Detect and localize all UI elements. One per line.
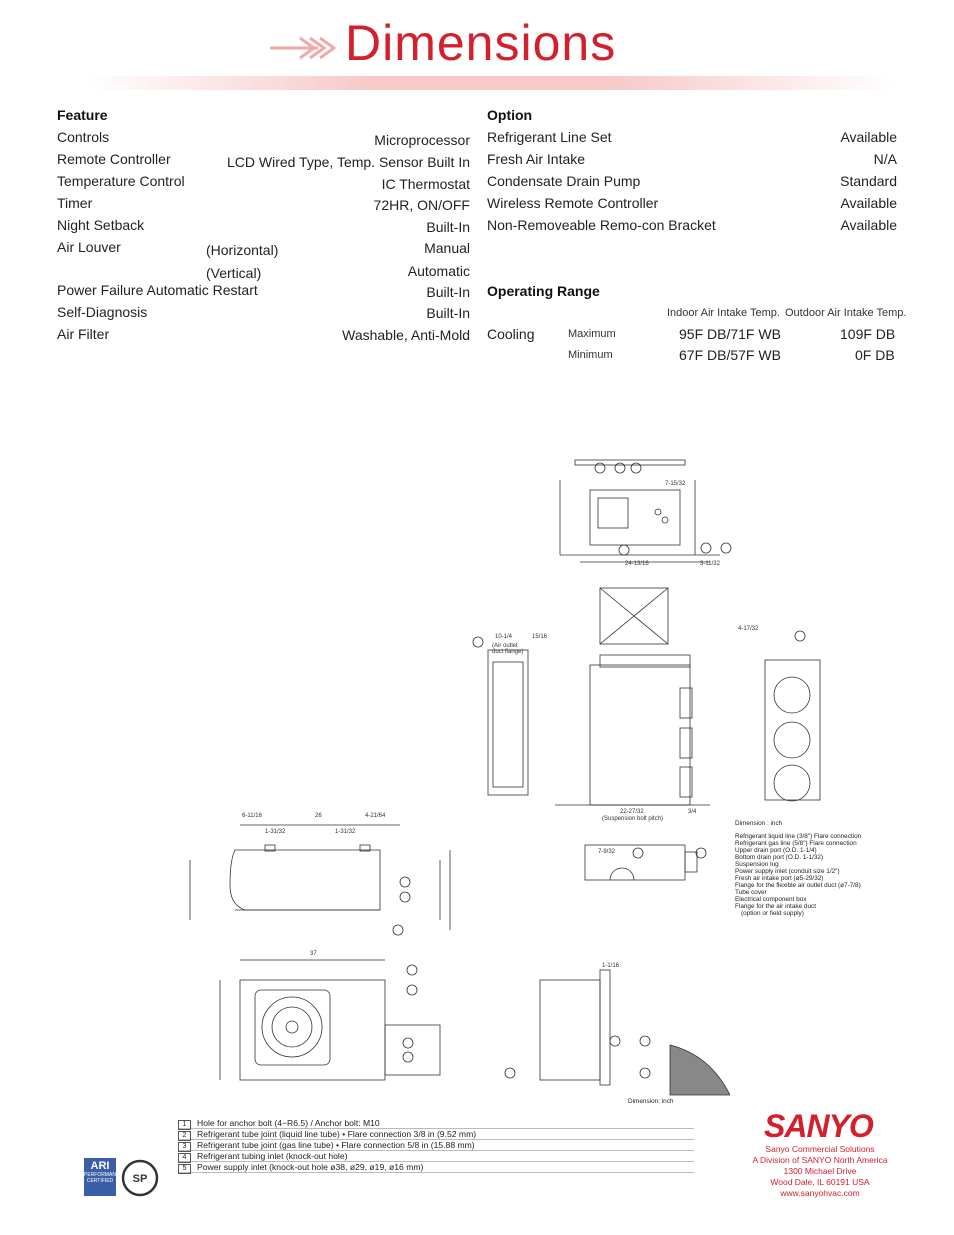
sanyo-logo: SANYO (764, 1108, 873, 1144)
svg-text:26: 26 (315, 813, 322, 819)
option-label: Non-Removeable Remo-con Bracket (487, 217, 716, 233)
feature-value: Automatic (407, 263, 470, 279)
option-value: Available (840, 195, 897, 211)
feature-label: Air Louver (57, 239, 121, 255)
ari-logo: ARI PERFORMANCE CERTIFIED (84, 1158, 116, 1196)
outdoor-dimension-note: Dimension: inch (628, 1098, 674, 1105)
svg-text:Electrical component box: Electrical component box (735, 896, 807, 903)
svg-text:Flange for the flexible air ou: Flange for the flexible air outlet duct (ø7-7/8) (735, 882, 861, 889)
company-address: Sanyo Commercial Solutions A Division of SANYO North America 1300 Michael Drive Wood Dale, IL 60191 USA www.sanyohvac.com (752, 1144, 888, 1198)
feature-sublabel: (Vertical) (206, 265, 262, 281)
svg-text:Refrigerant liquid line (3/8"): Refrigerant liquid line (3/8") Flare connection (735, 833, 862, 840)
outdoor-col-header: Outdoor Air Intake Temp. (785, 307, 907, 319)
feature-label: Self-Diagnosis (57, 304, 148, 320)
svg-text:Power supply inlet (conduit si: Power supply inlet (conduit size 1/2") (735, 868, 840, 875)
option-label: Condensate Drain Pump (487, 173, 641, 189)
feature-value: IC Thermostat (381, 176, 470, 192)
csa-logo (121, 1158, 161, 1198)
range-max-indoor: 95F DB/71F WB (679, 326, 781, 342)
option-label: Fresh Air Intake (487, 151, 586, 167)
svg-text:1-31/32: 1-31/32 (265, 829, 286, 835)
feature-value: Washable, Anti-Mold (342, 327, 470, 343)
svg-text:7-15/32: 7-15/32 (665, 481, 686, 487)
feature-value: Built-In (426, 219, 470, 235)
svg-text:Flange for the air intake duct: Flange for the air intake duct (735, 903, 816, 910)
feature-value: LCD Wired Type, Temp. Sensor Built In (226, 154, 470, 170)
option-value: N/A (873, 151, 897, 167)
option-value: Available (840, 217, 897, 233)
legend-item: 1 Hole for anchor bolt (4−R6.5) / Anchor bolt: M10 (178, 1118, 694, 1129)
cooling-label: Cooling (487, 326, 535, 342)
svg-text:1-31/32: 1-31/32 (335, 829, 356, 835)
feature-label: Night Setback (57, 217, 145, 233)
svg-text:Fresh air intake port (ø5-29/3: Fresh air intake port (ø5-29/32) (735, 875, 824, 882)
range-min-outdoor: 0F DB (855, 347, 895, 363)
title-rule (85, 76, 895, 90)
feature-label: Temperature Control (57, 173, 185, 189)
feature-label: Remote Controller (57, 151, 171, 167)
feature-label: Controls (57, 129, 110, 145)
range-min-label: Minimum (568, 349, 613, 361)
svg-text:Dimension : inch: Dimension : inch (735, 820, 783, 827)
legend-item: 2 Refrigerant tube joint (liquid line tube) • Flare connection 3/8 in (9.52 mm) (178, 1129, 694, 1140)
svg-text:(Air outlet: (Air outlet (492, 643, 518, 649)
svg-text:37: 37 (310, 951, 317, 957)
svg-text:15/16: 15/16 (532, 634, 548, 640)
svg-text:3-11/32: 3-11/32 (700, 561, 720, 567)
svg-text:24-13/16: 24-13/16 (625, 561, 649, 567)
outdoor-legend (178, 1118, 694, 1173)
range-min-indoor: 67F DB/57F WB (679, 347, 781, 363)
svg-text:22-27/32: 22-27/32 (620, 809, 644, 815)
feature-sublabel: (Horizontal) (206, 242, 279, 258)
svg-text:1-1/16: 1-1/16 (602, 963, 620, 969)
range-max-label: Maximum (568, 328, 616, 340)
svg-text:duct flange): duct flange) (492, 649, 524, 655)
svg-text:3/4: 3/4 (688, 809, 697, 815)
feature-heading: Feature (57, 107, 108, 123)
arrows-icon (270, 34, 340, 62)
option-heading: Option (487, 107, 533, 123)
svg-text:SP: SP (132, 1173, 148, 1185)
svg-text:Tube cover: Tube cover (735, 889, 767, 896)
legend-item: 3 Refrigerant tube joint (gas line tube) • Flare connection 5/8 in (15.88 mm) (178, 1140, 694, 1151)
svg-text:Bottom drain port (O.D. 1-1/32: Bottom drain port (O.D. 1-1/32) (735, 854, 824, 861)
feature-label: Power Failure Automatic Restart (57, 282, 258, 298)
svg-text:Suspension lug: Suspension lug (735, 861, 779, 868)
legend-item: 5 Power supply inlet (knock-out hole ø38, ø29, ø19, ø16 mm) (178, 1162, 694, 1173)
legend-item: 4 Refrigerant tubing inlet (knock-out hole) (178, 1151, 694, 1162)
feature-label: Timer (57, 195, 93, 211)
operating-range-heading: Operating Range (487, 283, 600, 299)
feature-label: Air Filter (57, 326, 110, 342)
svg-text:4-17/32: 4-17/32 (738, 626, 759, 632)
feature-value: Built-In (426, 284, 470, 300)
outdoor-unit-drawing (170, 805, 730, 1110)
svg-text:6-11/16: 6-11/16 (242, 813, 262, 819)
svg-text:Upper drain port (O.D. 1-1/4): Upper drain port (O.D. 1-1/4) (735, 847, 817, 854)
option-label: Refrigerant Line Set (487, 129, 612, 145)
range-max-outdoor: 109F DB (840, 326, 896, 342)
svg-text:4-21/64: 4-21/64 (365, 813, 386, 819)
svg-text:Refrigerant gas line (5/8") Fl: Refrigerant gas line (5/8") Flare connection (735, 840, 857, 847)
svg-text:(option or field supply): (option or field supply) (741, 910, 804, 917)
feature-value: Manual (424, 240, 470, 256)
option-label: Wireless Remote Controller (487, 195, 659, 211)
feature-value: Microprocessor (374, 132, 470, 148)
svg-text:(Suspension bolt pitch): (Suspension bolt pitch) (602, 816, 664, 822)
svg-text:7-9/32: 7-9/32 (598, 849, 616, 855)
feature-value: 72HR, ON/OFF (373, 197, 470, 213)
page-title: Dimensions (345, 15, 617, 71)
feature-value: Built-In (426, 305, 470, 321)
indoor-legend (735, 820, 862, 917)
svg-text:10-1/4: 10-1/4 (495, 634, 513, 640)
option-value: Standard (840, 173, 897, 189)
option-value: Available (840, 129, 897, 145)
indoor-col-header: Indoor Air Intake Temp. (667, 307, 780, 319)
